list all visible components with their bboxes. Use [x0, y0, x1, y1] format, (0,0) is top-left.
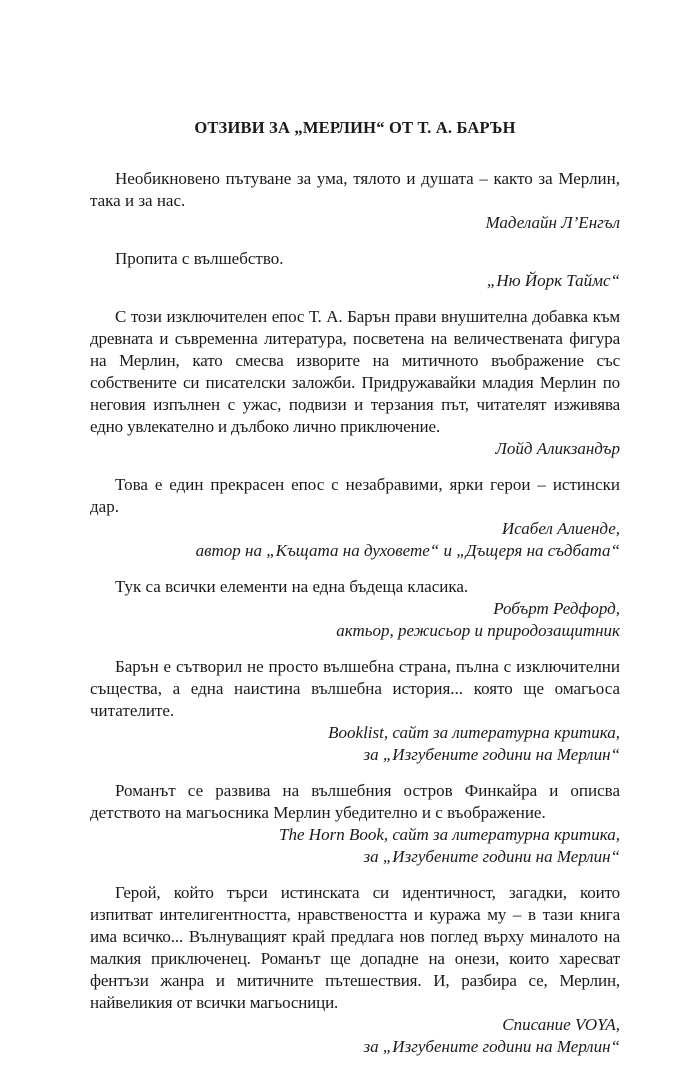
- review-author-note: за „Изгубените години на Мерлин“: [363, 1037, 620, 1056]
- reviews-list: [90, 168, 620, 1072]
- review-text: Герой, който търси истинската си идентичност, загадки, които изпитват интелигентността, нравствеността и куража му – в тази книга има всичко... Вълнуващият край предлага нов поглед върху миналото на малкия приключенец. Романът ще допадне на онези, които харесват фентъзи жанра и митичните пътешествия. И, разбира се, Мерлин, найвеликия от всички магьосници.: [90, 883, 620, 1012]
- review-author: „Ню Йорк Таймс“: [486, 271, 620, 290]
- review-text: Тук са всички елементи на една бъдеща класика.: [115, 577, 469, 596]
- review-author-note: за „Изгубените години на Мерлин“: [363, 745, 620, 764]
- book-page: [90, 0, 620, 1056]
- review-source: [90, 212, 620, 234]
- review-text: С този изключителен епос Т. А. Барън прави внушителна добавка към древната и съвременна литература, посветена на величествената фигура на Мерлин, като смесва изворите на митичното въображение със собствените си писателски заложби. Придружавайки младия Мерлин по неговия изпълнен с ужас, подвизи и терзания път, читателят изживява едно увлекателно и дълбоко лично приключение.: [90, 307, 620, 436]
- review-source: [90, 598, 620, 642]
- review-item: [90, 474, 620, 562]
- review-item: [90, 576, 620, 642]
- review-author-note: за „Изгубените години на Мерлин“: [363, 847, 620, 866]
- review-author: Маделайн Л’Енгъл: [485, 213, 620, 232]
- review-text: Това е един прекрасен епос с незабравими, ярки герои – истински дар.: [90, 475, 620, 516]
- review-author-note: автор на „Къщата на духовете“ и „Дъщеря на съдбата“: [195, 541, 620, 560]
- review-author: Лойд Аликзандър: [495, 439, 620, 458]
- review-author: Робърт Редфорд,: [493, 599, 620, 618]
- review-author: Booklist, сайт за литературна критика,: [328, 723, 620, 742]
- review-item: [90, 306, 620, 460]
- review-source: [90, 518, 620, 562]
- review-item: [90, 780, 620, 868]
- review-text: Необикновено пътуване за ума, тялото и душата – както за Мерлин, така и за нас.: [90, 169, 620, 210]
- review-source: [90, 722, 620, 766]
- review-item: [90, 656, 620, 766]
- review-author: Списание VOYA,: [502, 1015, 620, 1034]
- review-text: Романът се развива на вълшебния остров Финкайра и описва детството на магьосника Мерлин убедително и с въображение.: [90, 781, 620, 822]
- review-author: The Horn Book, сайт за литературна критика,: [279, 825, 620, 844]
- page-title: ОТЗИВИ ЗА „МЕРЛИН“ ОТ Т. А. БАРЪН: [194, 118, 516, 137]
- review-source: [90, 824, 620, 868]
- review-author: Исабел Алиенде,: [501, 519, 620, 538]
- review-source: [90, 270, 620, 292]
- review-item: [90, 168, 620, 234]
- review-text: Пропита с вълшебство.: [115, 249, 284, 268]
- review-text: Барън е сътворил не просто вълшебна страна, пълна с изключителни същества, а една наистина вълшебна история... която ще омагьоса читателите.: [90, 657, 620, 720]
- review-source: [90, 438, 620, 460]
- review-item: [90, 882, 620, 1058]
- review-item: [90, 248, 620, 292]
- review-author-note: актьор, режисьор и природозащитник: [336, 621, 620, 640]
- review-source: [90, 1014, 620, 1058]
